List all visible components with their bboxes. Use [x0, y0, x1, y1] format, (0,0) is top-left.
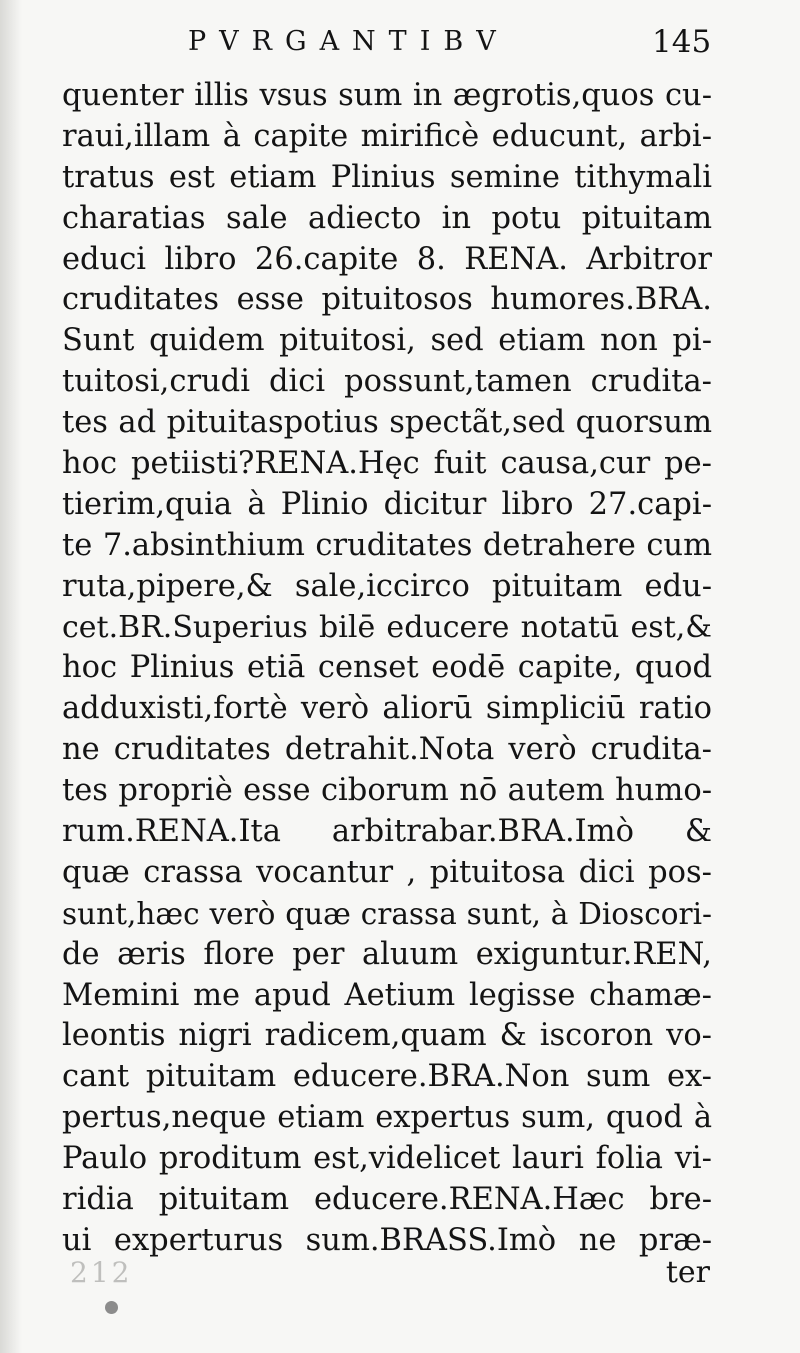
text-line: ne cruditates detrahit.Nota verò crudita- [62, 732, 712, 768]
text-line: leontis nigri radicem,quam & iscoron vo- [62, 1018, 712, 1054]
text-line: de æris flore per aluum exiguntur.REN, [62, 936, 712, 972]
text-line: hoc Plinius etiā censet eodē capite, quod [62, 650, 712, 686]
text-line: tes ad pituitaspotius spectãt,sed quorsum [62, 405, 712, 441]
text-line: ridia pituitam educere.RENA.Hæc bre- [62, 1182, 712, 1218]
text-line: adduxisti,fortè verò aliorū simpliciū ratio [62, 691, 712, 727]
text-line: hoc petiisti?RENA.Hęc fuit causa,cur pe- [62, 446, 712, 482]
text-line: raui,illam à capite mirificè educunt, arbi- [62, 118, 712, 154]
text-line: tes propriè esse ciborum nō autem humo- [62, 773, 712, 809]
text-line: Sunt quidem pituitosi, sed etiam non pi- [62, 323, 712, 359]
text-line: Paulo proditum est,videlicet lauri folia vi- [62, 1141, 712, 1177]
catchword: ter [665, 1255, 710, 1290]
text-line: pertus,neque etiam expertus sum, quod à [62, 1100, 712, 1136]
text-line: sunt,hæc verò quæ crassa sunt, à Dioscori- [62, 896, 712, 931]
page-number: 145 [652, 24, 712, 60]
text-line: cant pituitam educere.BRA.Non sum ex- [62, 1059, 712, 1095]
show-through-text: 212 [70, 1256, 133, 1289]
text-line: tratus est etiam Plinius semine tithymali [62, 159, 712, 195]
text-line: tuitosi,crudi dici possunt,tamen crudita- [62, 364, 712, 400]
text-line: educi libro 26.capite 8. RENA. Arbitror [62, 241, 712, 277]
text-line: cruditates esse pituitosos humores.BRA. [62, 282, 712, 318]
text-line: rum.RENA.Ita arbitrabar.BRA.Imò & [62, 814, 712, 850]
body-text [62, 76, 712, 1262]
text-line: tierim,quia à Plinio dicitur libro 27.capi- [62, 486, 712, 522]
text-line: charatias sale adiecto in potu pituitam [62, 200, 712, 236]
text-line: Memini me apud Aetium legisse chamæ- [62, 977, 712, 1013]
text-line: ui experturus sum.BRASS.Imò ne præ- [62, 1222, 712, 1258]
text-line: quenter illis vsus sum in ægrotis,quos cu- [62, 78, 712, 113]
text-line: quæ crassa vocantur , pituitosa dici pos- [62, 854, 712, 890]
text-line: cet.BR.Superius bilē educere notatū est,& [62, 609, 712, 645]
running-title: PVRGANTIBV [188, 26, 509, 57]
ink-spot [105, 1301, 118, 1314]
text-line: ruta,pipere,& sale,iccirco pituitam edu- [62, 568, 712, 604]
text-line: te 7.absinthium cruditates detrahere cum [62, 527, 712, 563]
gutter-shadow [0, 0, 22, 1353]
